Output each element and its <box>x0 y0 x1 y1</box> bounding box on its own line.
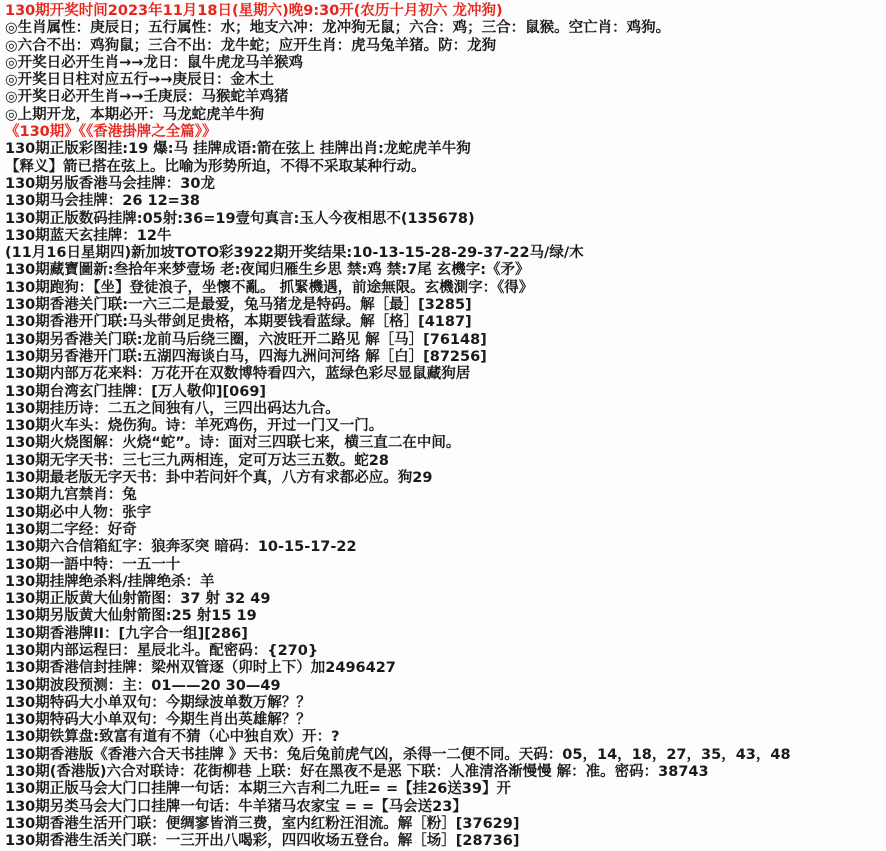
text-line-official-gate-phrase: 130期正版马会大门口挂牌一句话：本期三六吉利二九旺= =【挂26送39】开 <box>5 781 511 798</box>
text-line-internal-fortune: 130期内部运程曰：星辰北斗。配密码：{270} <box>5 642 319 659</box>
text-line-wongtaisin-arrow: 130期正版黄大仙射箭图：37 射 32 49 <box>5 591 271 608</box>
text-line-hk-life-closing-couplet: 130期香港生活关门联：一三开出八喝彩，四四收场五登台。解［场］[28736] <box>5 833 520 850</box>
text-line-bluesky-board: 130期蓝天玄挂牌：12牛 <box>5 227 172 244</box>
text-line-alt-gate-phrase: 130期另类马会大门口挂牌一句话：牛羊猪马农家宝 = =【马会送23】 <box>5 798 467 815</box>
text-line-special-code-phrase-2: 130期特码大小单双句：今期生肖出英雄解？？ <box>5 712 311 729</box>
text-line-one-phrase-special: 130期一語中特：一五一十 <box>5 556 181 573</box>
text-line-band-prediction: 130期波段预测：主：01——20 30—49 <box>5 677 281 694</box>
text-line-locomotive: 130期火车头：烧伤狗。诗：羊死鸡伤，开过一门又一门。 <box>5 418 384 435</box>
text-line-alt-wongtaisin-arrow: 130期另版黄大仙射箭图:25 射15 19 <box>5 608 257 625</box>
text-line-oldest-wordless-book: 130期最老版无字天书：卦中若问奸个真，八方有求都必应。狗29 <box>5 470 433 487</box>
text-line-alt-hk-closing-couplet: 130期另香港关门联:龙前马后绕三圈，六波旺开二路见 解［马］[76148] <box>5 331 487 348</box>
text-line-alt-hk-opening-couplet: 130期另香港开门联:五湖四海谈白马，四海九洲问河络 解［白］[87256] <box>5 348 487 365</box>
text-line-liuhe-exclusions: ◎六合不出：鸡狗鼠；三合不出：龙牛蛇；应开生肖：虎马兔羊猪。防：龙狗 <box>5 37 497 54</box>
text-line-two-char-classic: 130期二字经：好奇 <box>5 521 137 538</box>
text-line-five-elements: ◎开奖日日柱对应五行→→庚辰日：金木土 <box>5 72 274 89</box>
section-title-issue-130: 《130期》《《香港掛牌之全篇》》 <box>5 124 217 141</box>
text-line-hk-closing-couplet: 130期香港关门联:一六三二是最爱，兔马猪龙是特码。解［最］[3285] <box>5 297 472 314</box>
text-line-taiwan-board: 130期台湾玄门挂牌：[万人敬仰][069] <box>5 383 267 400</box>
text-line-must-open-rengengchen: ◎开奖日必开生肖→→壬庚辰：马猴蛇羊鸡猪 <box>5 89 289 106</box>
text-line-fire-diagram: 130期火烧图解：火烧“蛇”。诗：面对三四联七来，横三直二在中间。 <box>5 435 461 452</box>
text-line-digital-board: 130期正版数码挂牌:05射:36=19壹句真言:玉人今夜相思不(135678) <box>5 210 475 227</box>
text-line-zodiac-attributes: ◎生肖属性：庚辰日；五行属性：水；地支六冲：龙冲狗无鼠；六合：鸡；三合：鼠猴。空亡肖：鸡狗。 <box>5 20 671 37</box>
page-title-draw-time: 130期开奖时间2023年11月18日(星期六)晚9:30开(农历十月初六 龙冲狗) <box>5 3 503 19</box>
text-line-hk-opening-couplet: 130期香港开门联:马头带剑足贵格，本期要钱看蓝绿。解［格］[4187] <box>5 314 472 331</box>
text-line-must-open-dragon-day: ◎开奖日必开生肖→→龙日：鼠牛虎龙马羊猴鸡 <box>5 54 303 71</box>
text-line-hk-envelope-board: 130期香港信封挂牌：梁州双管逐（卯时上下）加2496427 <box>5 660 396 677</box>
text-line-official-chart: 130期正版彩图挂:19 爆:马 挂牌成语:箭在弦上 挂牌出肖:龙蛇虎羊牛狗 <box>5 141 471 158</box>
text-line-mailbox-red-chars: 130期六合信箱紅字：狼奔豕突 暗码：10-15-17-22 <box>5 539 357 556</box>
text-line-hk-life-opening-couplet: 130期香港生活开门联：便绸寥皆消三费，室内红粉汪泪流。解［粉］[37629] <box>5 815 520 832</box>
text-line-hkjc-board: 130期马会挂牌：26 12=38 <box>5 193 200 210</box>
text-line-last-period-dragon: ◎上期开龙，本期必开：马龙蛇虎羊牛狗 <box>5 106 265 123</box>
text-line-iron-abacus: 130期铁算盘:致富有道有不猜（心中独自欢）开：? <box>5 729 340 746</box>
text-line-special-code-phrase-1: 130期特码大小单双句：今期绿波单数万解？？ <box>5 694 311 711</box>
text-line-jiugong-forbidden: 130期九宫禁肖：兔 <box>5 487 137 504</box>
text-line-calendar-poem: 130期挂历诗：二五之间独有八，三四出码达九合。 <box>5 400 340 417</box>
text-line-heavenly-book: 130期香港版《香港六合天书挂牌 》天书：兔后兔前虎气凶，杀得一二便不同。天码：05，14，18，27，35，43，48 <box>5 746 791 763</box>
text-line-running-dog: 130期跑狗：【坐】登徒浪子，坐懷不亂。 抓緊機遇，前途無限。玄機測字：《得》 <box>5 279 534 296</box>
text-line-toto-results: (11月16日星期四)新加坡TOTO彩3922期开奖结果:10-13-15-28-29-37-22马/绿/木 <box>5 245 584 262</box>
text-line-board-kill: 130期挂牌绝杀料/挂牌绝杀：羊 <box>5 573 215 590</box>
text-line-internal-wanhua: 130期内部万花来料：万花开在双数博特看四六，蓝绿色彩尽显鼠藏狗居 <box>5 366 471 383</box>
text-line-couplet-poem: 130期(香港版)六合对联诗：花街柳巷 上联：好在黑夜不是恶 下联：人准清洛渐慢慢 解：准。密码：38743 <box>5 764 709 781</box>
text-line-interpretation: 【释义】箭已搭在弦上。比喻为形势所迫，不得不采取某种行动。 <box>5 158 426 175</box>
text-line-wordless-book: 130期无字天书：三七三九两相连，定可万达三五数。蛇28 <box>5 452 389 469</box>
text-line-treasure-map: 130期藏寶圖新:叁拾年来梦壹场 老:夜闻归雁生乡思 禁:鸡 禁:7尾 玄機字:《矛》 <box>5 262 530 279</box>
text-line-alt-hkjc-board: 130期另版香港马会挂牌：30龙 <box>5 175 215 192</box>
text-line-must-hit-person: 130期必中人物：张宇 <box>5 504 152 521</box>
text-line-hk-card-ii: 130期香港牌II：[九字合一组][286] <box>5 625 248 642</box>
